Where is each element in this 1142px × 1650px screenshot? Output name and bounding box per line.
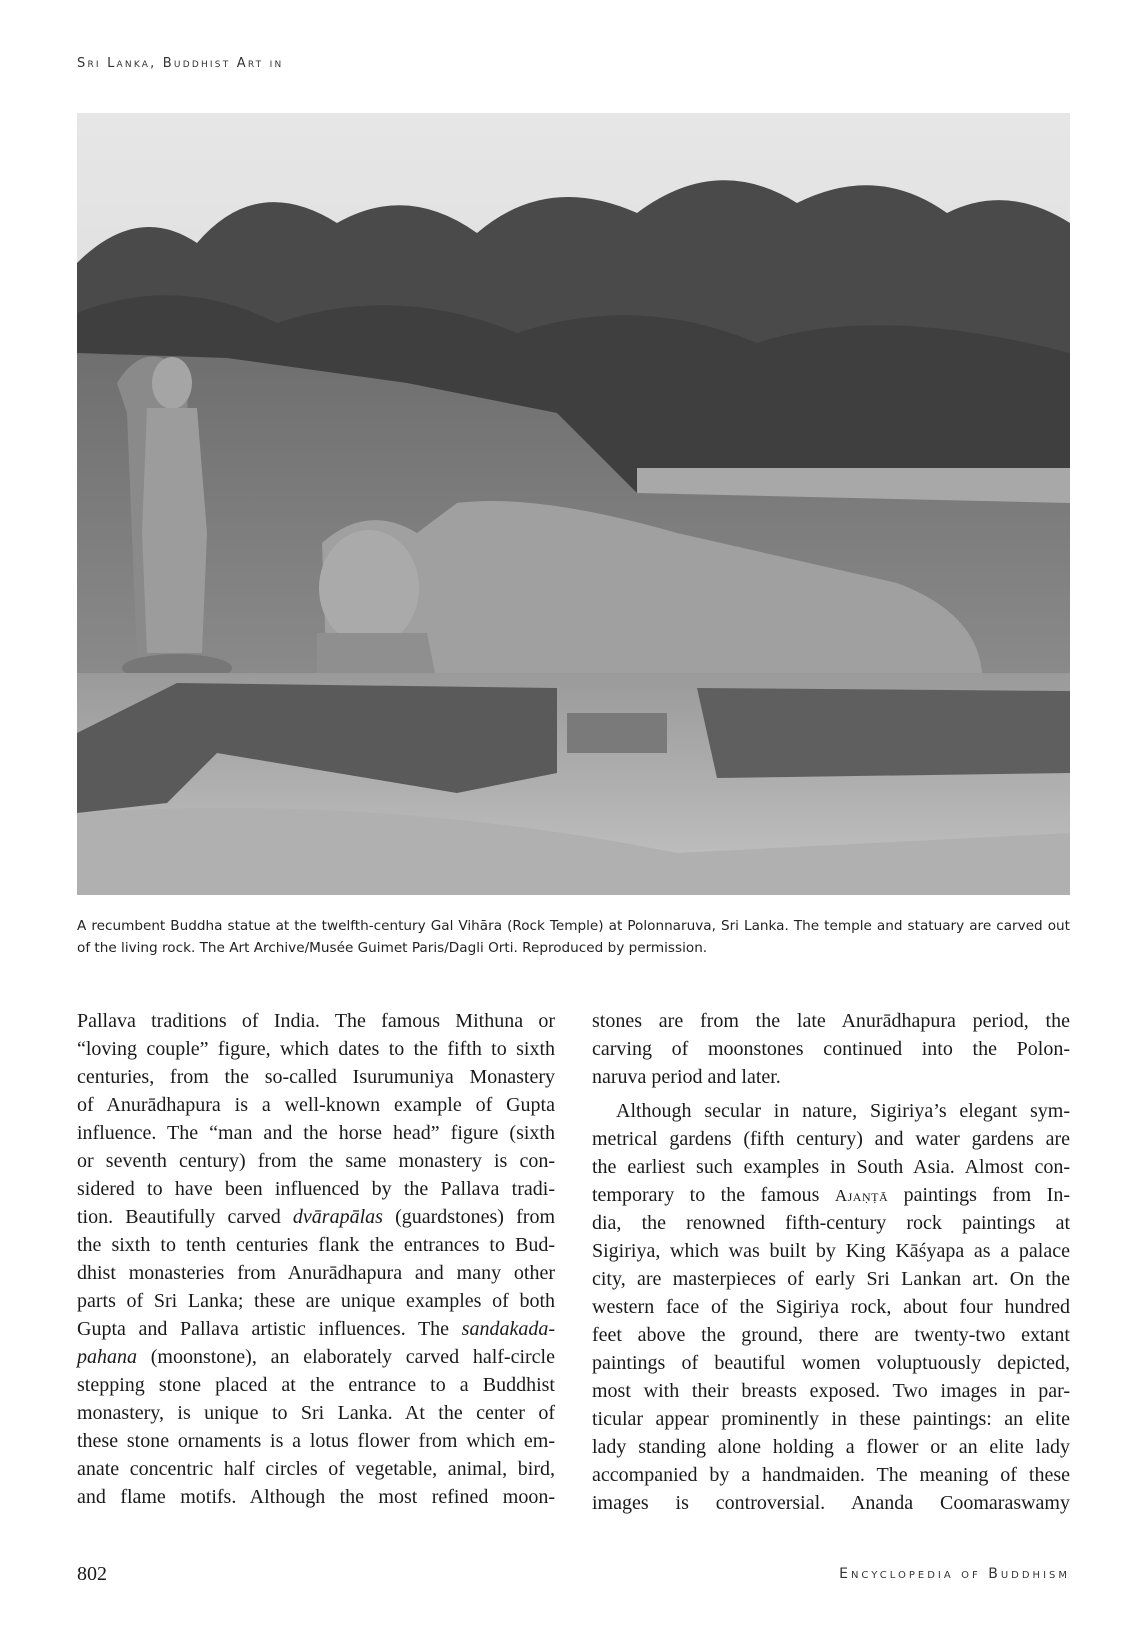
right-column <box>592 1007 1070 1517</box>
text-line <box>77 1091 555 1119</box>
text-line <box>77 1007 555 1035</box>
text-segment: influence. The “man and the horse head” figure (sixth <box>77 1122 555 1144</box>
text-line <box>592 1377 1070 1405</box>
book-title: Encyclopedia of Buddhism <box>839 1566 1070 1582</box>
text-segment: carving of moonstones continued into the Polon- <box>592 1038 1070 1060</box>
text-line <box>77 1035 555 1063</box>
cross-reference: Ajaṇṭā <box>834 1186 889 1205</box>
text-segment: Gupta and Pallava artistic influences. The <box>77 1318 462 1340</box>
text-segment: metrical gardens (fifth century) and water gardens are <box>592 1128 1070 1150</box>
italic-term: pahana <box>77 1346 137 1368</box>
text-line <box>592 1321 1070 1349</box>
text-line <box>592 1461 1070 1489</box>
text-line <box>592 1405 1070 1433</box>
text-line <box>77 1287 555 1315</box>
text-segment: “loving couple” figure, which dates to the fifth to sixth <box>77 1038 555 1060</box>
text-line <box>77 1259 555 1287</box>
figure-caption: A recumbent Buddha statue at the twelfth-century Gal Vihāra (Rock Temple) at Polonnaruva, Sri Lanka. The temple and statuary are carved out of the living rock. The Art Archive/Musée Guimet Paris/Dagli Orti. Reproduced by permission. <box>77 918 1070 956</box>
text-line <box>77 1119 555 1147</box>
text-line <box>77 1175 555 1203</box>
text-segment: stones are from the late Anurādhapura period, the <box>592 1010 1070 1032</box>
running-head: Sri Lanka, Buddhist Art in <box>77 56 284 71</box>
text-segment: dia, the renowned fifth-century rock paintings at <box>592 1212 1070 1234</box>
text-line <box>592 1007 1070 1035</box>
text-segment: monastery, is unique to Sri Lanka. At the center of <box>77 1402 555 1424</box>
text-segment: naruva period and later. <box>592 1066 781 1088</box>
text-segment: Although secular in nature, Sigiriya’s elegant sym- <box>616 1100 1070 1122</box>
text-segment: centuries, from the so-called Isurumuniya Monastery <box>77 1066 555 1088</box>
text-line <box>592 1153 1070 1181</box>
text-line <box>592 1181 1070 1209</box>
text-segment: the sixth to tenth centuries flank the entrances to Bud- <box>77 1234 555 1256</box>
text-segment: western face of the Sigiriya rock, about four hundred <box>592 1296 1070 1318</box>
text-segment: anate concentric half circles of vegetable, animal, bird, <box>77 1458 555 1480</box>
text-segment: sidered to have been influenced by the Pallava tradi- <box>77 1178 555 1200</box>
text-line <box>77 1399 555 1427</box>
text-segment: accompanied by a handmaiden. The meaning of these <box>592 1464 1070 1486</box>
text-segment: (guardstones) from <box>382 1206 556 1228</box>
text-segment: paintings from In- <box>888 1184 1070 1206</box>
text-line <box>77 1483 555 1511</box>
figure-photo-recumbent-buddha <box>77 113 1070 895</box>
text-segment: (moonstone), an elaborately carved half-circle <box>137 1346 555 1368</box>
text-line <box>592 1433 1070 1461</box>
text-segment: temporary to the famous <box>592 1184 835 1206</box>
text-segment: images is controversial. Ananda Coomaraswamy <box>592 1492 1070 1514</box>
text-line <box>592 1265 1070 1293</box>
text-segment: parts of Sri Lanka; these are unique examples of both <box>77 1290 555 1312</box>
text-segment: these stone ornaments is a lotus flower from which em- <box>77 1430 555 1452</box>
text-segment: of Anurādhapura is a well-known example of Gupta <box>77 1094 555 1116</box>
text-segment: lady standing alone holding a flower or an elite lady <box>592 1436 1070 1458</box>
left-column <box>77 1007 555 1511</box>
text-line <box>592 1063 1070 1091</box>
italic-term: sandakada- <box>461 1318 555 1340</box>
text-segment: Sigiriya, which was built by King Kāśyapa as a palace <box>592 1240 1070 1262</box>
text-segment: city, are masterpieces of early Sri Lankan art. On the <box>592 1268 1070 1290</box>
text-line <box>592 1237 1070 1265</box>
page-number: 802 <box>77 1563 107 1585</box>
text-line <box>77 1063 555 1091</box>
text-segment: ticular appear prominently in these paintings: an elite <box>592 1408 1070 1430</box>
text-line <box>592 1097 1070 1125</box>
text-segment: feet above the ground, there are twenty-two extant <box>592 1324 1070 1346</box>
text-segment: paintings of beautiful women voluptuously depicted, <box>592 1352 1070 1374</box>
text-line <box>77 1343 555 1371</box>
text-line <box>77 1203 555 1231</box>
text-line <box>592 1349 1070 1377</box>
text-line <box>77 1315 555 1343</box>
text-line <box>77 1371 555 1399</box>
text-segment: stepping stone placed at the entrance to a Buddhist <box>77 1374 555 1396</box>
italic-term: dvārapālas <box>292 1206 383 1228</box>
text-line <box>592 1489 1070 1517</box>
text-segment: tion. Beautifully carved <box>77 1206 293 1228</box>
text-line <box>592 1209 1070 1237</box>
text-line <box>592 1035 1070 1063</box>
text-line <box>592 1293 1070 1321</box>
text-line <box>77 1147 555 1175</box>
text-segment: and flame motifs. Although the most refined moon- <box>77 1486 555 1508</box>
text-line <box>77 1427 555 1455</box>
text-segment: or seventh century) from the same monastery is con- <box>77 1150 555 1172</box>
text-segment: the earliest such examples in South Asia. Almost con- <box>592 1156 1070 1178</box>
text-segment: most with their breasts exposed. Two images in par- <box>592 1380 1070 1402</box>
text-line <box>592 1125 1070 1153</box>
text-line <box>77 1455 555 1483</box>
text-segment: dhist monasteries from Anurādhapura and many other <box>77 1262 555 1284</box>
text-segment: Pallava traditions of India. The famous Mithuna or <box>77 1010 555 1032</box>
text-line <box>77 1231 555 1259</box>
